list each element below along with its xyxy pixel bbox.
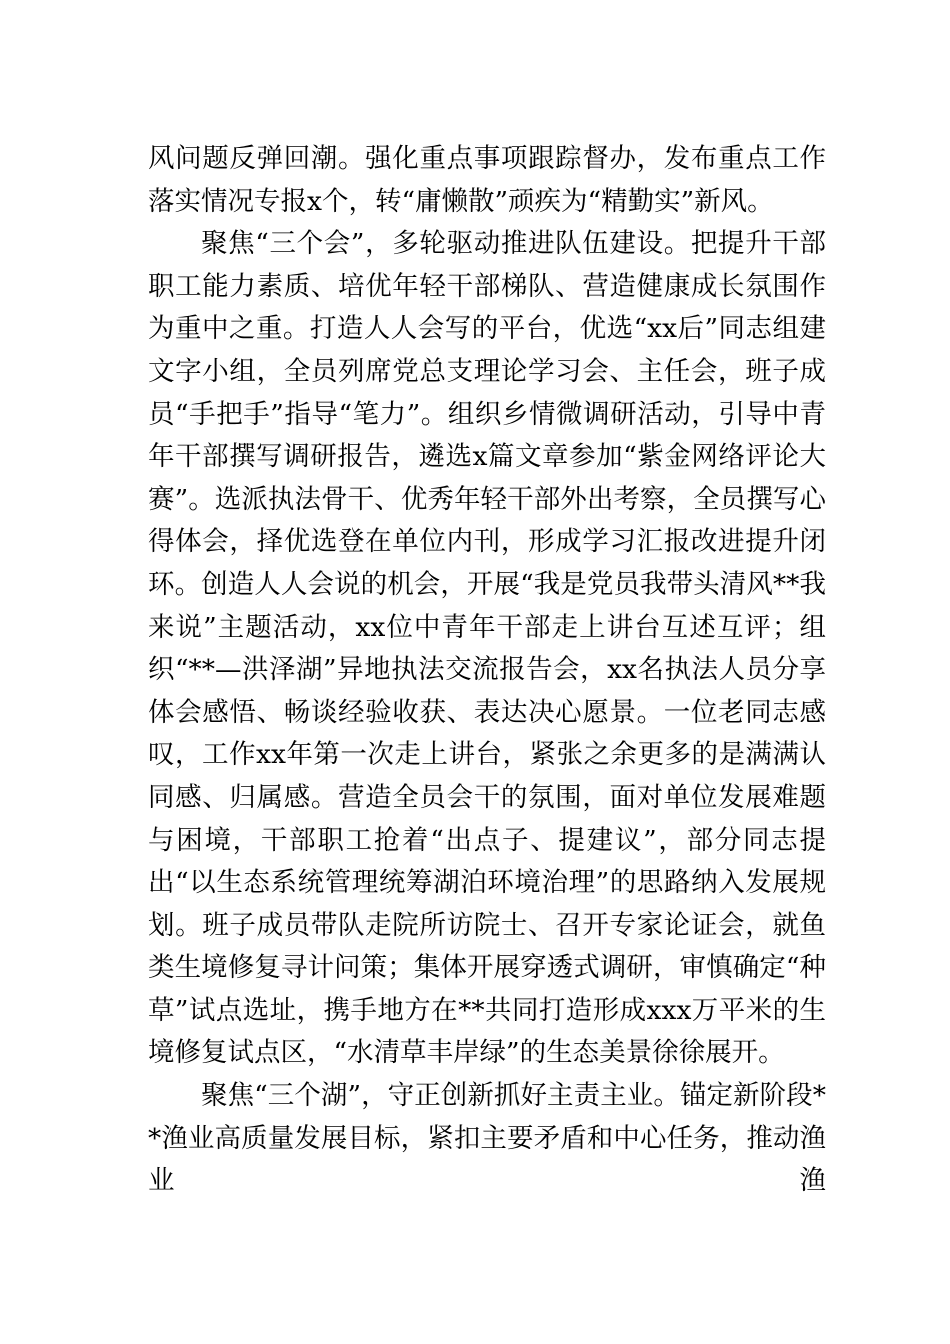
- paragraph-core-duties: 聚焦“三个湖”，守正创新抓好主责主业。锚定新阶段**渔业高质量发展目标，紧扣主要矛盾和中心任务，推动渔业渔: [148, 1080, 826, 1197]
- paragraph-team-building: 聚焦“三个会”，多轮驱动推进队伍建设。把提升干部职工能力素质、培优年轻干部梯队、营造健康成长氛围作为重中之重。打造人人会写的平台，优选“xx后”同志组建文字小组，全员列席党总支理论学习会、主任会，班子成员“手把手”指导“笔力”。组织乡情微调研活动，引导中青年干部撰写调研报告，遴选x篇文章参加“紫金网络评论大赛”。选派执法骨干、优秀年轻干部外出考察，全员撰写心得体会，择优选登在单位内刊，形成学习汇报改进提升闭环。创造人人会说的机会，开展“我是党员我带头清风**我来说”主题活动，xx位中青年干部走上讲台互述互评；组织“**—洪泽湖”异地执法交流报告会，xx名执法人员分享体会感悟、畅谈经验收获、表达决心愿景。一位老同志感叹，工作xx年第一次走上讲台，紧张之余更多的是满满认同感、归属感。营造全员会干的氛围，面对单位发展难题与困境，干部职工抢着“出点子、提建议”，部分同志提出“以生态系统管理统筹湖泊环境治理”的思路纳入发展规划。班子成员带队走院所访院士、召开专家论证会，就鱼类生境修复寻计问策；集体开展穿透式调研，审慎确定“种草”试点选址，携手地方在**共同打造形成xxx万平米的生境修复试点区，“水清草丰岸绿”的生态美景徐徐展开。: [148, 228, 826, 1069]
- document-body: [148, 138, 826, 1203]
- paragraph-continuation: 风问题反弹回潮。强化重点事项跟踪督办，发布重点工作落实情况专报x个，转“庸懒散”顽疾为“精勤实”新风。: [148, 143, 826, 217]
